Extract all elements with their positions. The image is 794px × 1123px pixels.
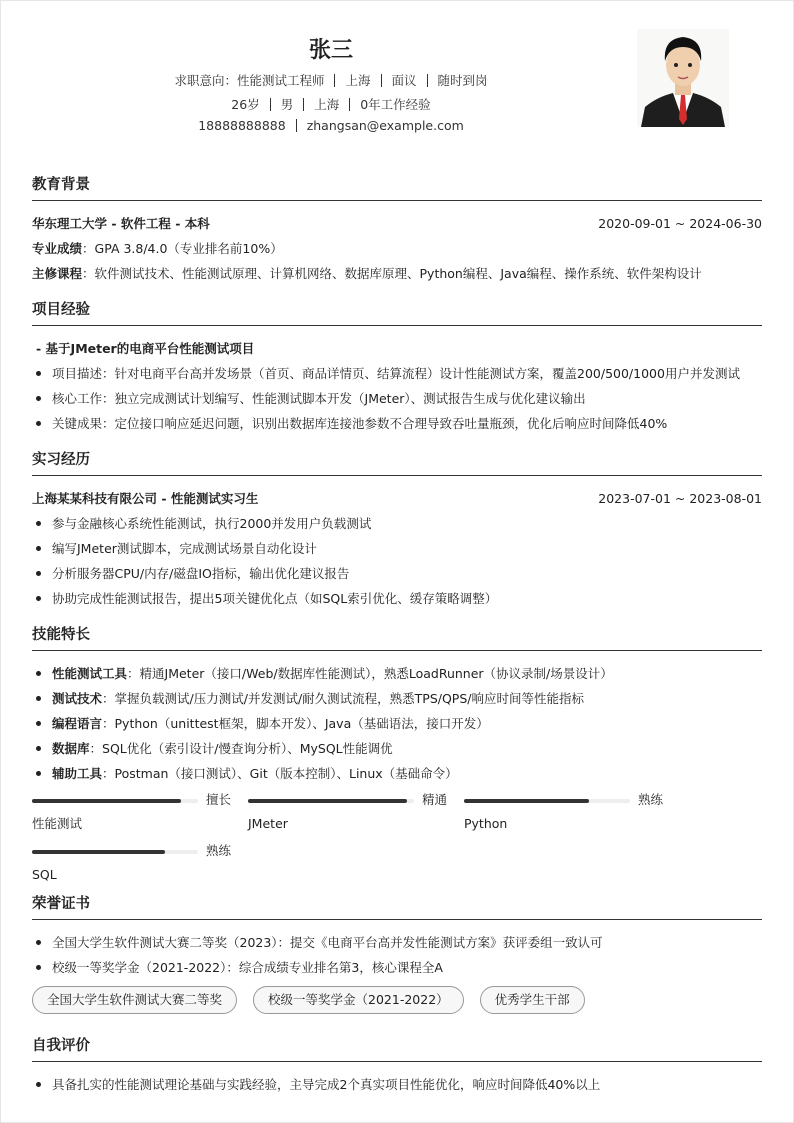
internship-date: 2023-07-01 ~ 2023-08-01 bbox=[598, 491, 762, 506]
honor-tag: 校级一等奖学金（2021-2022） bbox=[253, 986, 464, 1014]
skill-text: ：Python（unittest框架，脚本开发）、Java（基础语法，接口开发） bbox=[102, 716, 489, 731]
internship-section bbox=[32, 448, 762, 611]
skill-name: JMeter bbox=[248, 816, 288, 831]
skill-level: 精通 bbox=[422, 792, 448, 807]
basic-info-line bbox=[1, 95, 661, 113]
list-item bbox=[32, 711, 762, 736]
list-item: 协助完成性能测试报告，提出5项关键优化点（如SQL索引优化、缓存策略调整） bbox=[32, 586, 762, 611]
section-title: 实习经历 bbox=[32, 448, 762, 476]
intent-salary: 面议 bbox=[391, 73, 417, 88]
section-title: 教育背景 bbox=[32, 173, 762, 201]
phone: 18888888888 bbox=[198, 118, 286, 133]
gender: 男 bbox=[280, 97, 294, 112]
skill-label: 性能测试工具 bbox=[52, 666, 128, 681]
progress-bar bbox=[32, 799, 198, 803]
progress-bar bbox=[248, 799, 414, 803]
candidate-name: 张三 bbox=[308, 38, 353, 63]
skill-text: ：精通JMeter（接口/Web/数据库性能测试），熟悉LoadRunner（协议录制/场景设计） bbox=[127, 666, 613, 681]
progress-fill bbox=[32, 799, 181, 803]
list-item: 项目描述：针对电商平台高并发场景（首页、商品详情页、结算流程）设计性能测试方案，覆盖200/500/1000用户并发测试 bbox=[32, 361, 762, 386]
list-item: 核心工作：独立完成测试计划编写、性能测试脚本开发（JMeter）、测试报告生成与优化建议输出 bbox=[32, 386, 762, 411]
company: 上海某某科技有限公司 - 性能测试实习生 bbox=[32, 491, 259, 506]
skill-label: 编程语言 bbox=[52, 716, 103, 731]
section-title: 技能特长 bbox=[32, 623, 762, 651]
skills-section bbox=[32, 623, 762, 892]
list-item: 全国大学生软件测试大赛二等奖（2023）：提交《电商平台高并发性能测试方案》获评委组一致认可 bbox=[32, 930, 762, 955]
section-title: 自我评价 bbox=[32, 1034, 762, 1062]
honors-section bbox=[32, 892, 762, 1014]
education-date: 2020-09-01 ~ 2024-06-30 bbox=[598, 216, 762, 231]
list-item bbox=[32, 661, 762, 686]
list-item bbox=[32, 686, 762, 711]
education-section bbox=[32, 173, 762, 286]
skill-level: 熟练 bbox=[638, 792, 664, 807]
skill-bars bbox=[32, 790, 692, 892]
progress-bar bbox=[464, 799, 630, 803]
list-item: 具备扎实的性能测试理论基础与实践经验，主导完成2个真实项目性能优化，响应时间降低40%以上 bbox=[32, 1072, 762, 1097]
skill-name: Python bbox=[464, 816, 508, 831]
progress-fill bbox=[248, 799, 407, 803]
section-title: 荣誉证书 bbox=[32, 892, 762, 920]
contact-line bbox=[1, 118, 661, 133]
self-evaluation-section bbox=[32, 1034, 762, 1097]
resume-header bbox=[1, 1, 793, 161]
email: zhangsan@example.com bbox=[306, 118, 464, 133]
list-item: 关键成果：定位接口响应延迟问题，识别出数据库连接池参数不合理导致吞吐量瓶颈，优化后响应时间降低40% bbox=[32, 411, 762, 436]
city: 上海 bbox=[314, 97, 340, 112]
skill-text: ：SQL优化（索引设计/慢查询分析）、MySQL性能调优 bbox=[89, 741, 393, 756]
skill-level: 擅长 bbox=[206, 792, 232, 807]
list-item: 编写JMeter测试脚本，完成测试场景自动化设计 bbox=[32, 536, 762, 561]
age: 26岁 bbox=[231, 97, 260, 112]
courses-label: 主修课程 bbox=[32, 266, 83, 281]
progress-bar bbox=[32, 850, 198, 854]
honor-tag: 全国大学生软件测试大赛二等奖 bbox=[32, 986, 237, 1014]
job-intent-line bbox=[1, 71, 661, 89]
project-name: - 基于JMeter的电商平台性能测试项目 bbox=[36, 341, 255, 356]
job-intent: 求职意向：性能测试工程师 bbox=[174, 73, 325, 88]
skill-text: ：Postman（接口测试）、Git（版本控制）、Linux（基础命令） bbox=[102, 766, 458, 781]
skill-name: 性能测试 bbox=[32, 816, 83, 831]
skill-label: 测试技术 bbox=[52, 691, 103, 706]
skill-level: 熟练 bbox=[206, 843, 232, 858]
section-title: 项目经验 bbox=[32, 298, 762, 326]
experience: 0年工作经验 bbox=[360, 97, 431, 112]
skill-name: SQL bbox=[32, 867, 57, 882]
intent-city: 上海 bbox=[345, 73, 371, 88]
list-item bbox=[32, 761, 762, 786]
skill-label: 辅助工具 bbox=[52, 766, 103, 781]
list-item: 校级一等奖学金（2021-2022）：综合成绩专业排名第3，核心课程全A bbox=[32, 955, 762, 980]
list-item bbox=[32, 736, 762, 761]
skill-bar-item bbox=[248, 790, 464, 841]
skill-bar-item bbox=[32, 841, 248, 892]
intent-availability: 随时到岗 bbox=[437, 73, 488, 88]
progress-fill bbox=[464, 799, 589, 803]
gpa: ：GPA 3.8/4.0（专业排名前10%） bbox=[82, 241, 283, 256]
projects-section bbox=[32, 298, 762, 436]
progress-fill bbox=[32, 850, 165, 854]
honor-tag: 优秀学生干部 bbox=[480, 986, 585, 1014]
skill-bar-item bbox=[464, 790, 680, 841]
school: 华东理工大学 - 软件工程 - 本科 bbox=[32, 216, 210, 231]
list-item: 分析服务器CPU/内存/磁盘IO指标，输出优化建议报告 bbox=[32, 561, 762, 586]
courses: ：软件测试技术、性能测试原理、计算机网络、数据库原理、Python编程、Java编程、操作系统、软件架构设计 bbox=[82, 266, 702, 281]
gpa-label: 专业成绩 bbox=[32, 241, 83, 256]
list-item: 参与金融核心系统性能测试，执行2000并发用户负载测试 bbox=[32, 511, 762, 536]
avatar-photo bbox=[637, 29, 729, 127]
skill-label: 数据库 bbox=[52, 741, 90, 756]
skill-bar-item bbox=[32, 790, 248, 841]
skill-text: ：掌握负载测试/压力测试/并发测试/耐久测试流程，熟悉TPS/QPS/响应时间等性能指标 bbox=[102, 691, 584, 706]
